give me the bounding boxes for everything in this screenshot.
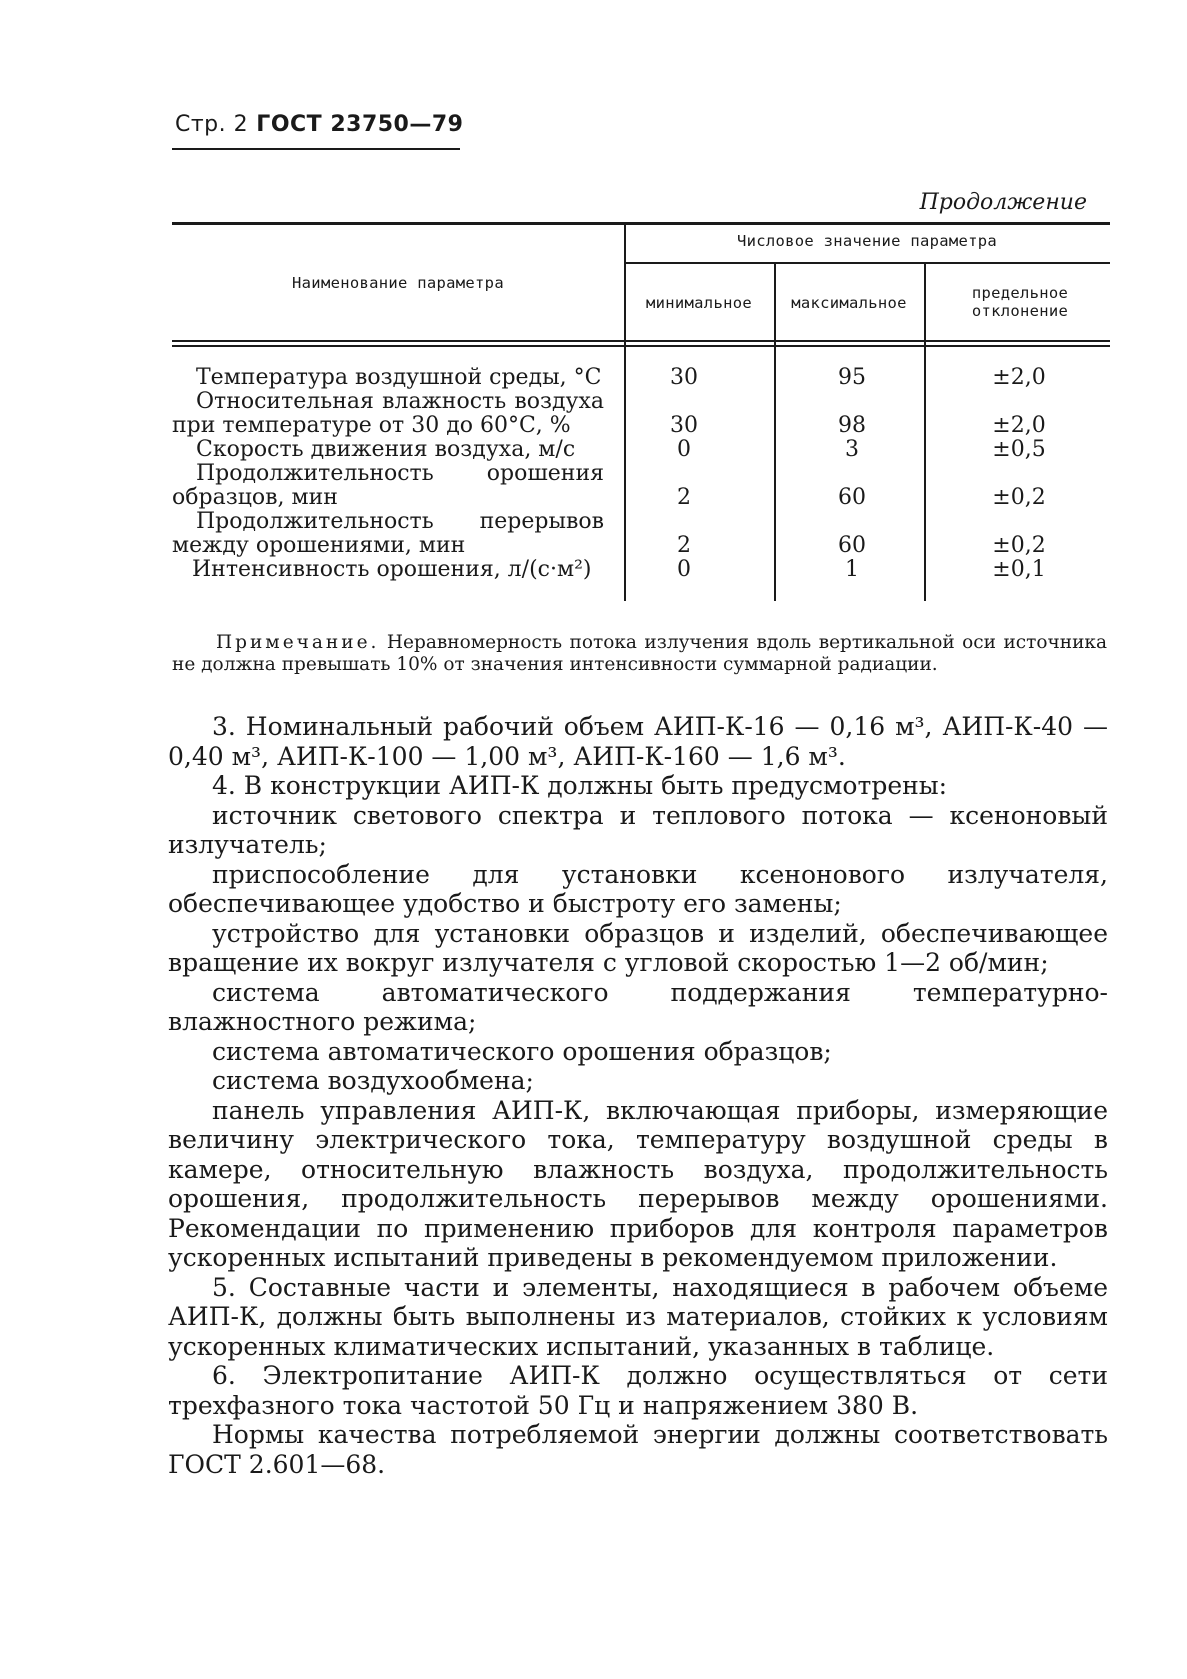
value-max: 98 xyxy=(838,413,866,438)
page-number: Стр. 2 xyxy=(175,112,249,137)
value-min: 2 xyxy=(677,533,691,558)
header-min: минимальное xyxy=(646,294,752,312)
param-name: Продолжительность орошения образцов, мин xyxy=(172,461,604,510)
header-param: Наименование параметра xyxy=(292,274,504,292)
note-text: Неравномерность потока излучения вдоль вертикальной оси источника не должна превышать 10% от значения интенсивности суммарной радиации. xyxy=(172,632,1107,675)
body-text xyxy=(168,712,1108,1479)
header-deviation: предельное отклонение xyxy=(971,284,1069,320)
table-header-rule xyxy=(172,340,1110,342)
paragraph: панель управления АИП-К, включающая приборы, измеряющие величину электрического тока, температуру воздушной среды в камере, относительную влажность воздуха, продолжительность орошения, продолжительность перерывов между орошениями. Рекомендации по применению приборов для контроля параметров ускоренных испытаний приведены в рекомендуемом приложении. xyxy=(168,1095,1108,1272)
table-divider xyxy=(924,264,926,601)
paragraph: система воздухообмена; xyxy=(212,1066,534,1095)
paragraph: система автоматического поддержания температурно-влажностного режима; xyxy=(168,977,1108,1036)
value-max: 60 xyxy=(838,485,866,510)
param-name: Температура воздушной среды, °С xyxy=(196,365,602,390)
table-note xyxy=(172,632,1107,676)
paragraph: источник светового спектра и теплового потока — ксеноновый излучатель; xyxy=(168,800,1108,859)
table-divider xyxy=(774,264,776,601)
continuation-label: Продолжение xyxy=(919,190,1087,215)
value-deviation: ±2,0 xyxy=(992,365,1046,390)
paragraph: устройство для установки образцов и изделий, обеспечивающее вращение их вокруг излучателя с угловой скоростью 1—2 об/мин; xyxy=(168,918,1108,977)
value-max: 1 xyxy=(845,557,859,582)
header-max: максимальное xyxy=(791,294,907,312)
value-min: 30 xyxy=(670,413,698,438)
paragraph: 3. Номинальный рабочий объем АИП-К-16 — 0,16 м³, АИП-К-40 — 0,40 м³, АИП-К-100 — 1,00 м³, АИП-К-160 — 1,6 м³. xyxy=(168,712,1108,771)
value-min: 2 xyxy=(677,485,691,510)
paragraph: 4. В конструкции АИП-К должны быть предусмотрены: xyxy=(212,771,948,800)
value-min: 0 xyxy=(677,437,691,462)
value-deviation: ±2,0 xyxy=(992,413,1046,438)
standard-number: ГОСТ 23750—79 xyxy=(256,112,464,137)
param-name: Скорость движения воздуха, м/с xyxy=(196,437,576,462)
paragraph: Нормы качества потребляемой энергии должны соответствовать ГОСТ 2.601—68. xyxy=(168,1420,1108,1479)
page-header xyxy=(175,112,463,137)
value-deviation: ±0,1 xyxy=(992,557,1046,582)
value-min: 0 xyxy=(677,557,691,582)
paragraph: 5. Составные части и элементы, находящиеся в рабочем объеме АИП-К, должны быть выполнены из материалов, стойких к условиям ускоренных климатических испытаний, указанных в таблице. xyxy=(168,1272,1108,1361)
value-max: 3 xyxy=(845,437,859,462)
param-name: Интенсивность орошения, л/(с·м²) xyxy=(192,557,592,582)
table-subheader-rule xyxy=(624,262,1110,264)
value-min: 30 xyxy=(670,365,698,390)
value-deviation: ±0,5 xyxy=(992,437,1046,462)
table-header-rule xyxy=(172,345,1110,347)
value-max: 60 xyxy=(838,533,866,558)
note-label: Примечание. xyxy=(216,632,380,653)
paragraph: 6. Электропитание АИП-К должно осуществляться от сети трехфазного тока частотой 50 Гц и напряжением 380 В. xyxy=(168,1361,1108,1420)
value-deviation: ±0,2 xyxy=(992,485,1046,510)
value-max: 95 xyxy=(838,365,866,390)
table-top-rule xyxy=(172,222,1110,225)
value-deviation: ±0,2 xyxy=(992,533,1046,558)
param-name: Продолжительность перерывов между орошениями, мин xyxy=(172,509,604,558)
param-name: Относительная влажность воздуха при температуре от 30 до 60°С, % xyxy=(172,389,604,438)
header-rule xyxy=(172,148,460,150)
paragraph: система автоматического орошения образцов; xyxy=(212,1036,832,1066)
paragraph: приспособление для установки ксенонового излучателя, обеспечивающее удобство и быстроту его замены; xyxy=(168,859,1108,918)
header-value-group: Числовое значение параметра xyxy=(736,232,998,250)
